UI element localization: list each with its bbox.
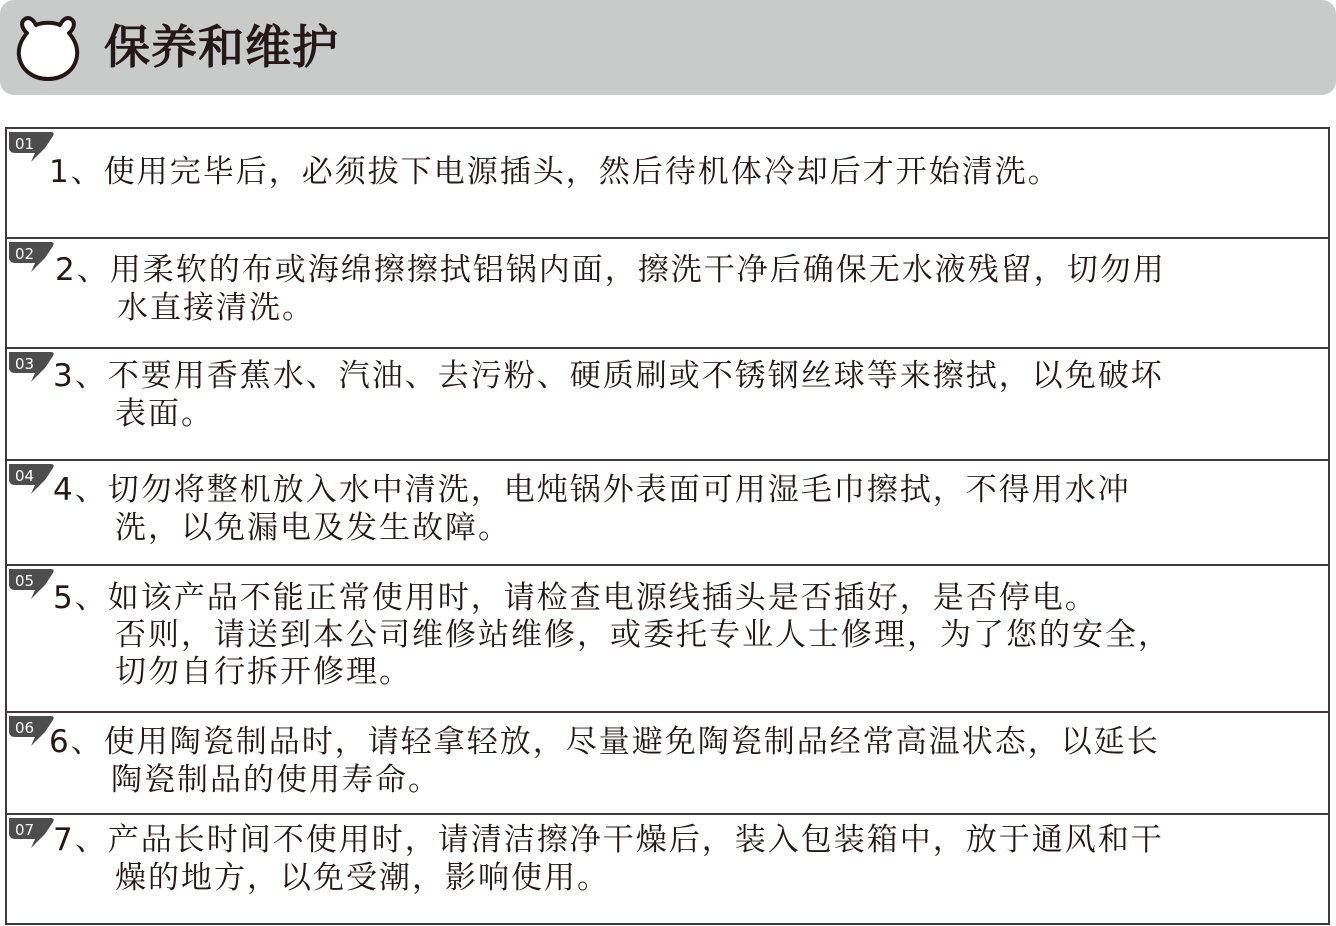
item-text: 3、不要用香蕉水、汽油、去污粉、硬质刷或不锈钢丝球等来擦拭，以免破坏 表面。	[53, 358, 1164, 432]
item-number-badge: 02	[9, 242, 57, 272]
list-item	[7, 564, 1328, 711]
item-number-badge: 07	[9, 818, 57, 848]
item-number-badge: 03	[9, 352, 57, 382]
item-number-badge: 05	[9, 569, 57, 599]
item-text: 5、如该产品不能正常使用时，请检查电源线插头是否插好，是否停电。 否则，请送到本公司维修站维修，或委托专业人士修理，为了您的安全， 切勿自行拆开修理。	[53, 580, 1171, 690]
section-header	[0, 0, 1336, 95]
item-number-badge: 01	[9, 132, 57, 162]
item-text: 2、用柔软的布或海绵擦擦拭铝锅内面，擦洗干净后确保无水液残留，切勿用 水直接清洗。	[55, 252, 1166, 326]
list-item	[7, 347, 1328, 459]
item-text: 6、使用陶瓷制品时，请轻拿轻放，尽量避免陶瓷制品经常高温状态，以延长 陶瓷制品的使用寿命。	[49, 724, 1160, 798]
list-item	[7, 459, 1328, 564]
item-number-badge: 06	[9, 716, 57, 746]
list-item	[7, 711, 1328, 813]
item-number-badge: 04	[9, 464, 57, 494]
list-item	[7, 237, 1328, 347]
item-text: 4、切勿将整机放入水中清洗，电炖锅外表面可用湿毛巾擦拭，不得用水冲 洗，以免漏电及发生故障。	[53, 472, 1131, 546]
item-text: 1、使用完毕后，必须拔下电源插头，然后待机体冷却后才开始清洗。	[49, 154, 1061, 190]
item-text: 7、产品长时间不使用时，请清洁擦净干燥后，装入包装箱中，放于通风和干 燥的地方，以免受潮，影响使用。	[53, 822, 1164, 896]
bear-face-icon	[14, 14, 82, 82]
list-item	[7, 813, 1328, 923]
list-item	[7, 129, 1328, 237]
page-title: 保养和维护	[104, 20, 339, 74]
maintenance-list	[5, 127, 1330, 925]
